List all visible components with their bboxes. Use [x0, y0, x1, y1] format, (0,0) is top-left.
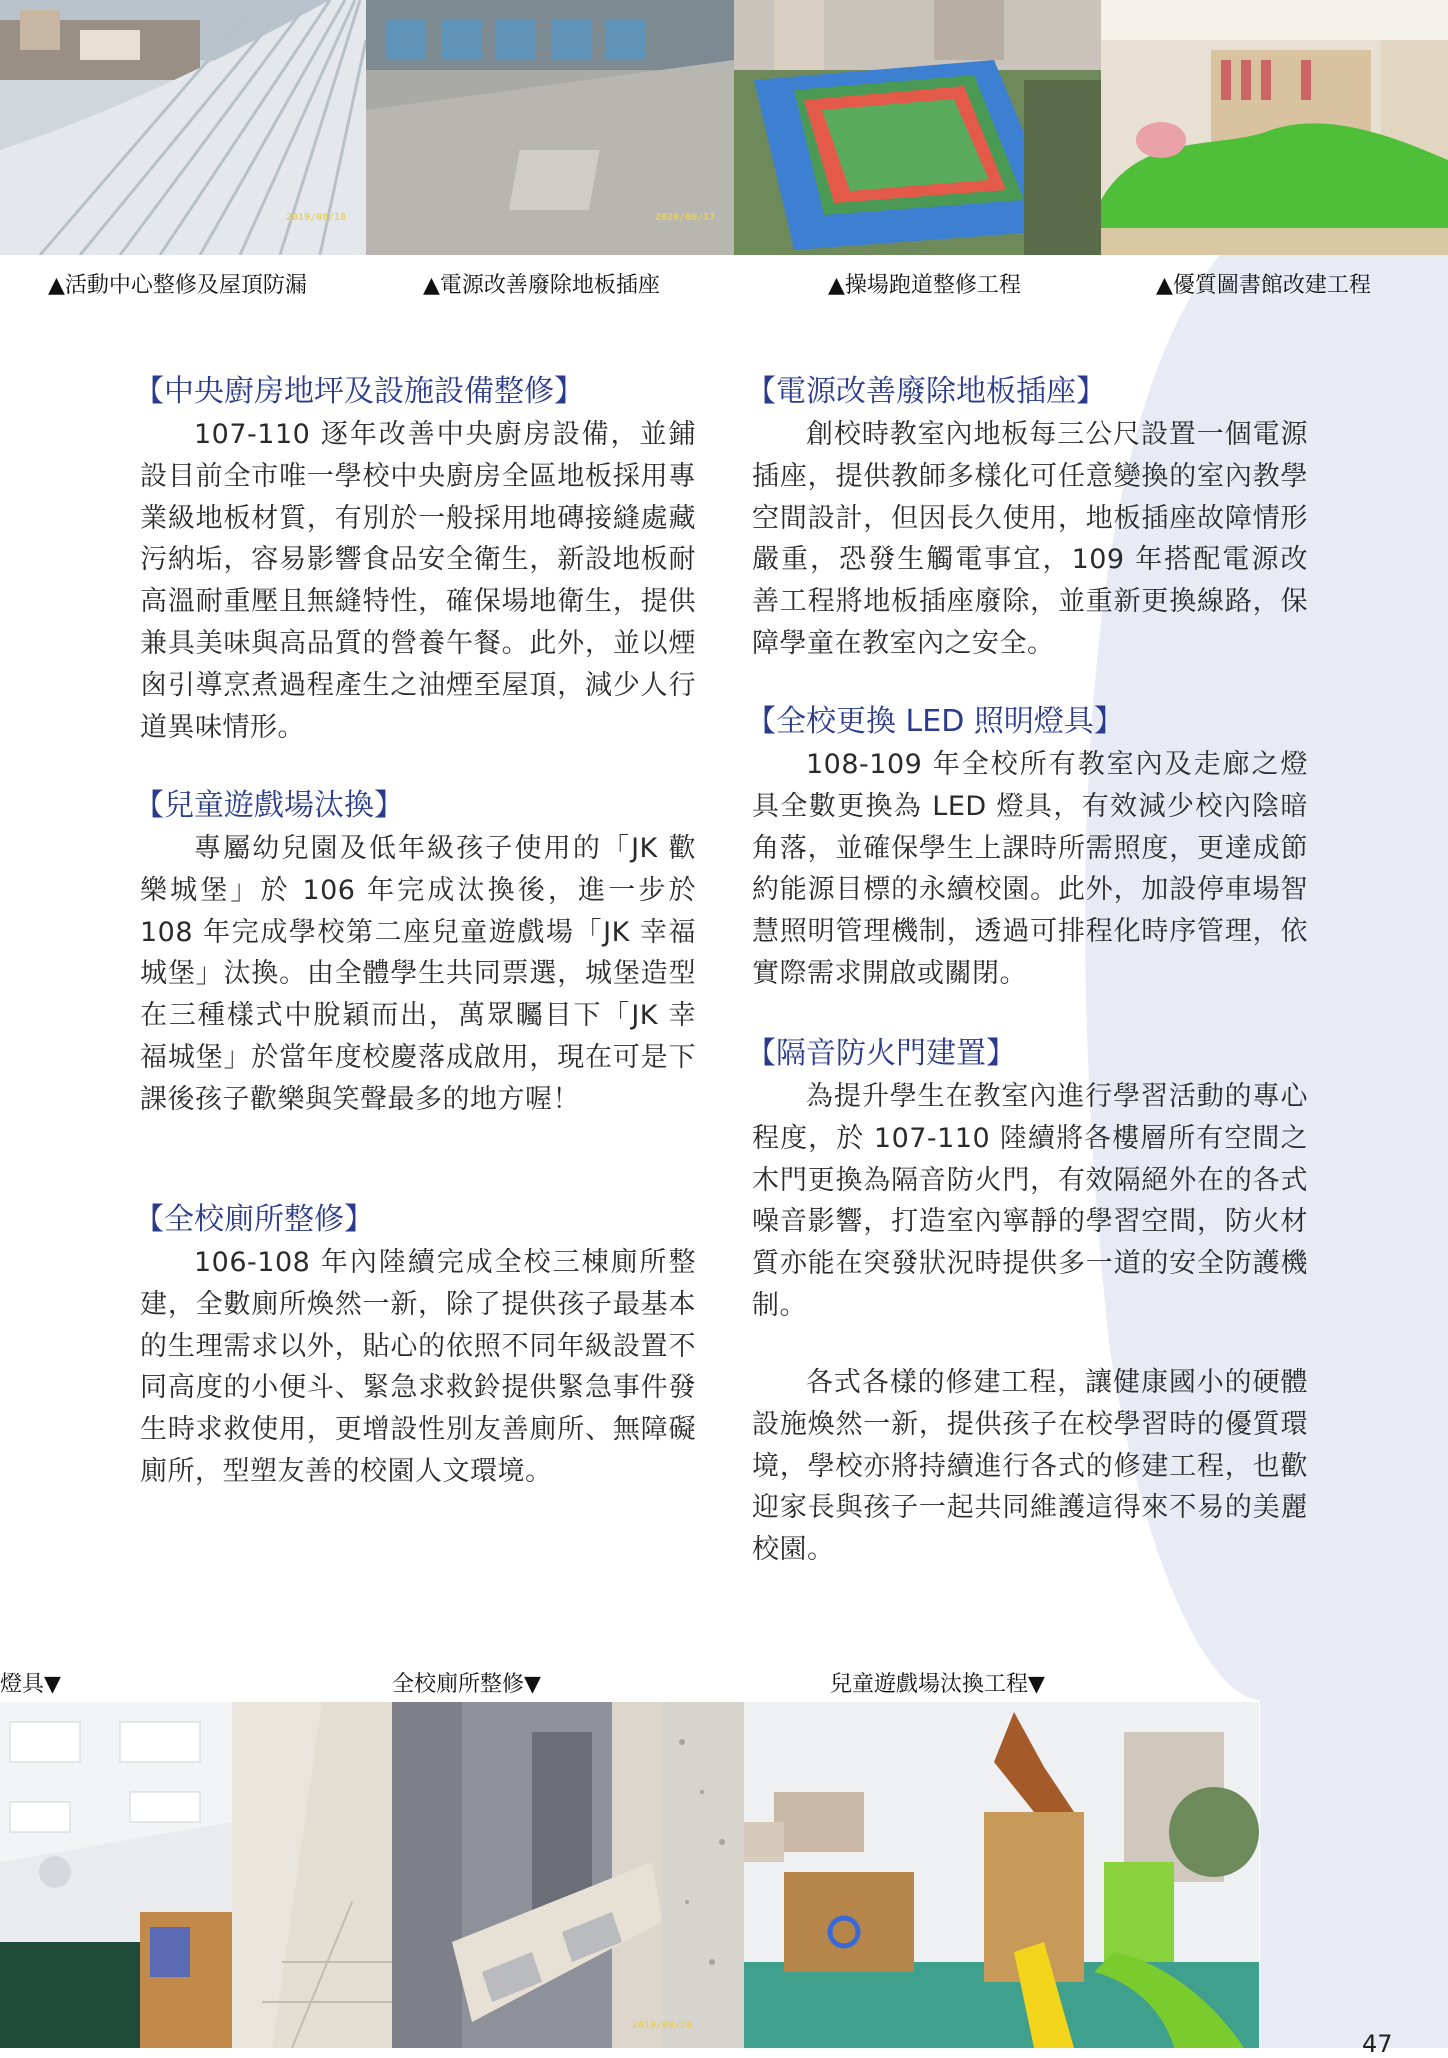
page-number: 47 [1362, 2030, 1393, 2058]
conclusion-body: 各式各樣的修建工程，讓健康國小的硬體設施煥然一新，提供孩子在校學習時的優質環境，學校亦將持續進行各式的修建工程，也歡迎家長與孩子一起共同維護這得來不易的美麗校園。 [752, 1367, 1308, 1566]
floor-photo-date: 2020/06/17 [655, 212, 716, 223]
section-title: 【中央廚房地坪及設施設備整修】 [134, 374, 584, 409]
caption-track: ▲操場跑道整修工程 [828, 273, 1021, 298]
restroom-photo [232, 1702, 744, 2048]
running-track-photo [734, 0, 1101, 255]
section-title: 【兒童遊戲場汰換】 [134, 788, 404, 823]
roof-photo-date: 2019/08/18 [286, 212, 347, 223]
library-photo [1101, 0, 1448, 255]
led-ceiling-photo [0, 1702, 232, 2048]
section-body: 創校時教室內地板每三公尺設置一個電源插座，提供教師多樣化可任意變換的室內教學空間設計，但因長久使用，地板插座故障情形嚴重，恐發生觸電事宜，109 年搭配電源改善工程將地板插座廢除，並重新更換線路，保障學童在教室內之安全。 [752, 419, 1308, 659]
caption-floor-socket: ▲電源改善廢除地板插座 [423, 273, 660, 298]
section-playground [134, 786, 696, 1121]
playground-photo [744, 1702, 1259, 2048]
caption-restroom: 全校廁所整修▼ [392, 1672, 541, 1697]
section-title: 【全校更換 LED 照明燈具】 [746, 704, 1124, 739]
section-led-lighting [746, 702, 1308, 995]
section-body: 107-110 逐年改善中央廚房設備，並鋪設目前全市唯一學校中央廚房全區地板採用專業級地板材質，有別於一般採用地磚接縫處藏污納垢，容易影響食品安全衛生，新設地板耐高溫耐重壓且無縫特性，確保場地衛生，提供兼具美味與高品質的營養午餐。此外，並以煙囪引導烹煮過程產生之油煙至屋頂，減少人行道異味情形。 [140, 419, 696, 743]
section-floor-socket [746, 372, 1308, 665]
caption-roof: ▲活動中心整修及屋頂防漏 [48, 273, 307, 298]
caption-led: 燈具▼ [0, 1672, 61, 1697]
section-kitchen [134, 372, 696, 748]
section-body: 專屬幼兒園及低年級孩子使用的「JK 歡樂城堡」於 106 年完成汰換後，進一步於 108 年完成學校第二座兒童遊戲場「JK 幸福城堡」汰換。由全體學生共同票選，城堡造型在三種樣式中脫穎而出，萬眾矚目下「JK 幸福城堡」於當年度校慶落成啟用，現在可是下課後孩子歡樂與笑聲最多的地方喔！ [140, 833, 696, 1115]
caption-playground: 兒童遊戲場汰換工程▼ [830, 1672, 1045, 1697]
section-title: 【電源改善廢除地板插座】 [746, 374, 1106, 409]
section-title: 【隔音防火門建置】 [746, 1036, 1016, 1071]
section-fire-door [746, 1034, 1308, 1327]
section-conclusion [752, 1362, 1308, 1571]
section-body: 為提升學生在教室內進行學習活動的專心程度，於 107-110 陸續將各樓層所有空間之木門更換為隔音防火門，有效隔絕外在的各式噪音影響，打造室內寧靜的學習空間，防火材質亦能在突發狀況時提供多一道的安全防護機制。 [752, 1081, 1308, 1321]
restroom-photo-date: 2019/09/20 [632, 2020, 693, 2031]
section-body: 108-109 年全校所有教室內及走廊之燈具全數更換為 LED 燈具，有效減少校內陰暗角落，並確保學生上課時所需照度，更達成節約能源目標的永續校園。此外，加設停車場智慧照明管理機制，透過可排程化時序管理，依實際需求開啟或關閉。 [752, 749, 1308, 989]
caption-library: ▲優質圖書館改建工程 [1156, 273, 1371, 298]
section-restroom [134, 1200, 696, 1493]
section-title: 【全校廁所整修】 [134, 1202, 374, 1237]
section-body: 106-108 年內陸續完成全校三棟廁所整建，全數廁所煥然一新，除了提供孩子最基本的生理需求以外，貼心的依照不同年級設置不同高度的小便斗、緊急求救鈴提供緊急事件發生時求救使用，更增設性別友善廁所、無障礙廁所，型塑友善的校園人文環境。 [140, 1247, 696, 1487]
